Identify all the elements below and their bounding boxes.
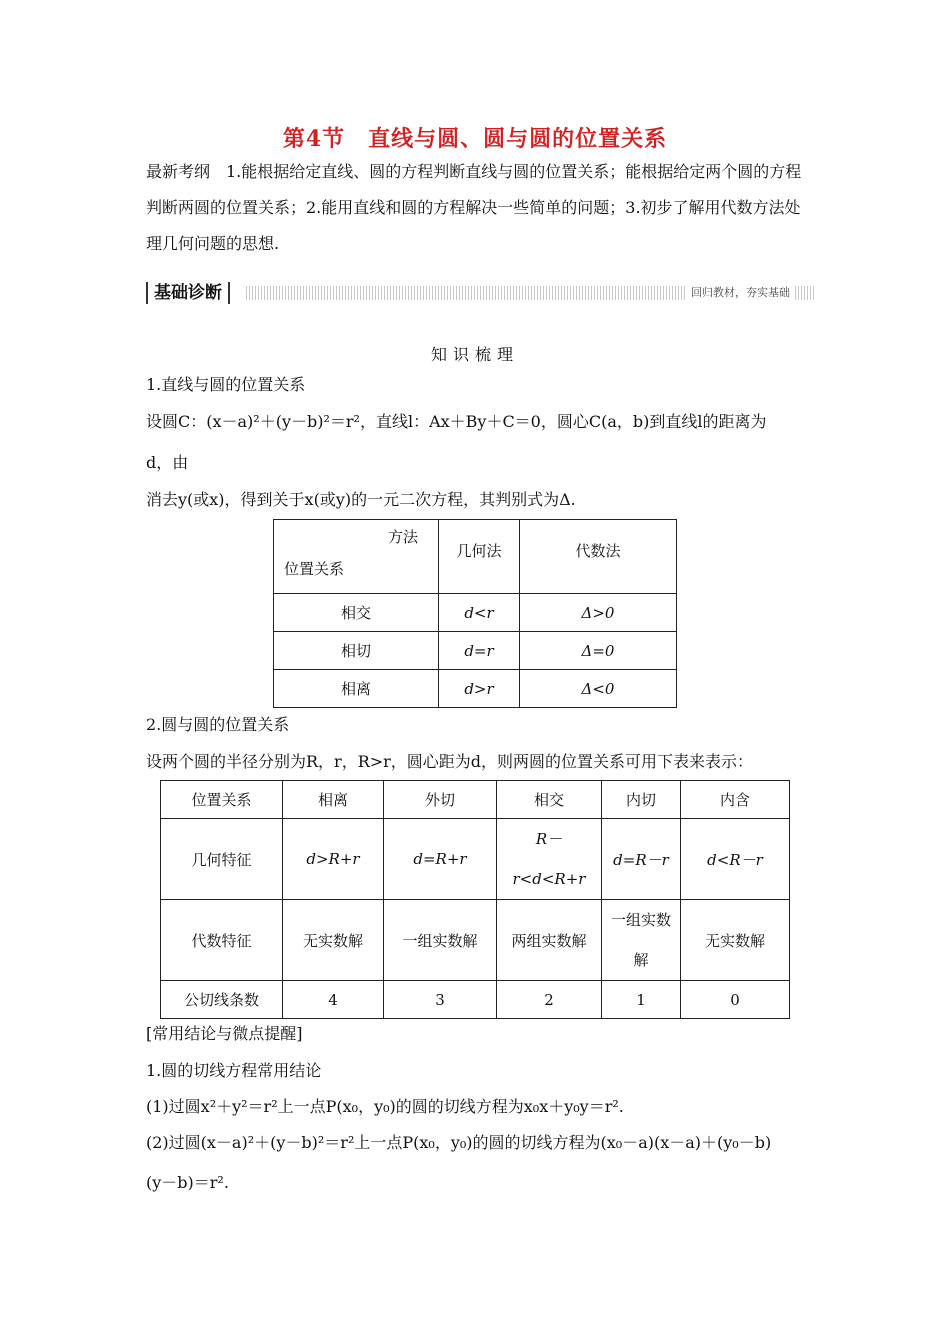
t1-geo: d>r (439, 670, 520, 708)
t1-geo: d<r (439, 594, 520, 632)
tips-heading: [常用结论与微点提醒] (146, 1024, 303, 1043)
t2-alg: 一组实数解 (384, 900, 497, 981)
t2-header: 位置关系 (161, 781, 283, 819)
page-title: 第4节 直线与圆、圆与圆的位置关系 (282, 126, 668, 152)
tips-1: 1.圆的切线方程常用结论 (146, 1061, 322, 1080)
t2-alg: 无实数解 (283, 900, 384, 981)
t2-geo: d=R+r (384, 819, 497, 900)
corner-cell (274, 520, 439, 594)
s1-line3: 消去y(或x)，得到关于x(或y)的一元二次方程，其判别式为Δ. (146, 490, 576, 509)
t2-alg: 一组实数解 (602, 900, 681, 981)
t2-tangent: 2 (497, 981, 602, 1019)
t2-header: 外切 (384, 781, 497, 819)
col-alg-header: 代数法 (520, 520, 677, 594)
t1-alg: Δ=0 (520, 632, 677, 670)
s1-line2: d，由 (146, 453, 189, 472)
col-geo-header: 几何法 (439, 520, 520, 594)
t2-tangent: 公切线条数 (161, 981, 283, 1019)
corner-bottom: 位置关系 (284, 560, 345, 578)
t2-header: 相交 (497, 781, 602, 819)
s2-heading: 2.圆与圆的位置关系 (146, 715, 290, 734)
t2-geo: d=R－r (602, 819, 681, 900)
t2-header: 内含 (681, 781, 790, 819)
t2-geo: d>R+r (283, 819, 384, 900)
t1-rel: 相切 (274, 632, 439, 670)
t2-header: 内切 (602, 781, 681, 819)
t1-alg: Δ<0 (520, 670, 677, 708)
line-circle-table (273, 519, 677, 708)
t2-geo: R－r<d<R+r (497, 819, 602, 900)
t1-alg: Δ>0 (520, 594, 677, 632)
banner-label: 基础诊断 (146, 282, 230, 304)
t2-tangent: 1 (602, 981, 681, 1019)
tips-1-2a: (2)过圆(x－a)²＋(y－b)²＝r²上一点P(x₀，y₀)的圆的切线方程为(x₀－a)(x－a)＋(y₀－b) (146, 1133, 772, 1152)
syllabus-text: 最新考纲 1.能根据给定直线、圆的方程判断直线与圆的位置关系；能根据给定两个圆的方程判断两圆的位置关系；2.能用直线和圆的方程解决一些简单的问题；3.初步了解用代数方法处理几何问题的思想. (146, 162, 802, 253)
t1-rel: 相离 (274, 670, 439, 708)
t2-alg: 两组实数解 (497, 900, 602, 981)
t2-tangent: 0 (681, 981, 790, 1019)
s1-line1: 设圆C：(x－a)²＋(y－b)²＝r²，直线l：Ax＋By＋C＝0，圆心C(a，b)到直线l的距离为 (146, 412, 767, 431)
t2-header: 相离 (283, 781, 384, 819)
t1-rel: 相交 (274, 594, 439, 632)
t2-tangent: 4 (283, 981, 384, 1019)
tips-1-2b: (y－b)＝r². (146, 1173, 229, 1192)
section-heading: 知识梳理 (430, 345, 519, 364)
t1-geo: d=r (439, 632, 520, 670)
t2-tangent: 3 (384, 981, 497, 1019)
t2-alg: 无实数解 (681, 900, 790, 981)
circle-circle-table (160, 780, 790, 1019)
banner-subtitle: 回归教材，夯实基础 (687, 282, 794, 304)
corner-top: 方法 (387, 528, 418, 546)
s1-heading: 1.直线与圆的位置关系 (146, 375, 306, 394)
section-banner (146, 282, 814, 304)
tips-1-1: (1)过圆x²＋y²＝r²上一点P(x₀，y₀)的圆的切线方程为x₀x＋y₀y＝r². (146, 1097, 624, 1116)
t2-alg: 代数特征 (161, 900, 283, 981)
t2-geo: 几何特征 (161, 819, 283, 900)
s2-line: 设两个圆的半径分别为R，r，R>r，圆心距为d，则两圆的位置关系可用下表来表示： (146, 752, 754, 771)
t2-geo: d<R－r (681, 819, 790, 900)
